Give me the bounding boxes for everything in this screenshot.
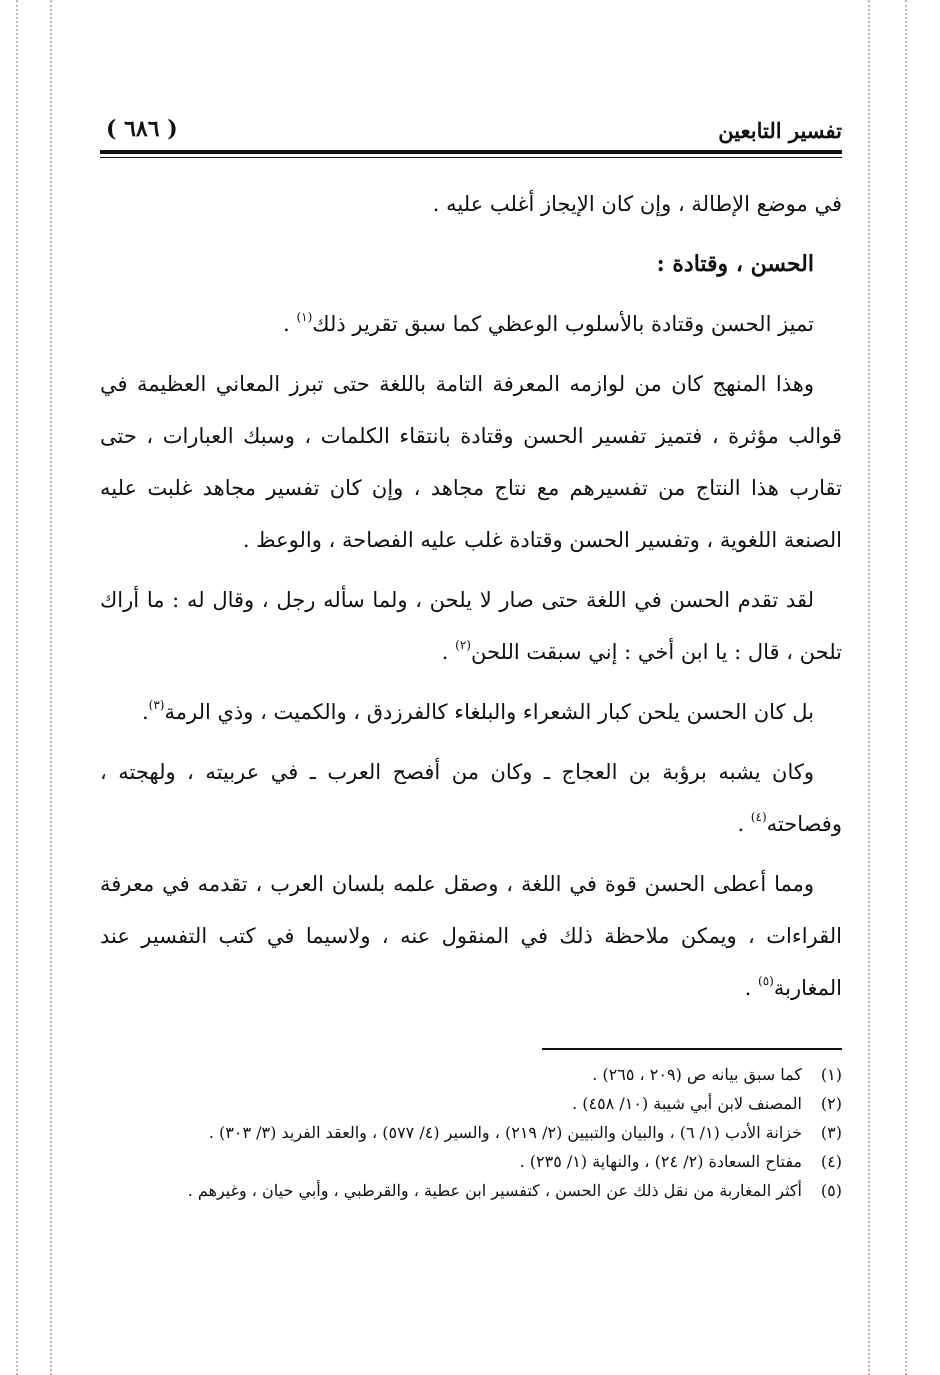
paragraph (100, 574, 842, 678)
footnote-item (100, 1147, 842, 1176)
footnote-item (100, 1089, 842, 1118)
footnote-item (100, 1060, 842, 1089)
footnote-text: مفتاح السعادة (٢/ ٢٤) ، والنهاية (١/ ٢٣٥) . (519, 1152, 802, 1171)
footnotes (100, 1060, 842, 1205)
paragraph-text: وكان يشبه برؤبة بن العجاج ـ وكان من أفصح العرب ـ في عربيته ، ولهجته ، وفصاحته (100, 760, 842, 836)
footnote-text: المصنف لابن أبي شيبة (١٠/ ٤٥٨) . (572, 1094, 802, 1113)
footnote-number: (٥) (820, 1181, 842, 1200)
footnote-number: (٣) (820, 1123, 842, 1142)
footnote-ref[interactable]: (٥) (758, 974, 774, 988)
margin-dotted-line (16, 0, 18, 1375)
paragraph-text: وهذا المنهج كان من لوازمه المعرفة التامة باللغة حتى تبرز المعاني العظيمة في قوالب مؤثرة ، فتميز تفسير الحسن وقتادة بانتقاء الكلمات ، وسبك العبارات ، حتى تقارب هذا النتاج من تفسيرهم مع نتاج مجاهد ، وإن كان تفسير مجاهد غلبت عليه الصنعة اللغوية ، وتفسير الحسن وقتادة غلب عليه الفصاحة ، والوعظ . (100, 372, 842, 552)
footnote-text: خزانة الأدب (١/ ٦) ، والبيان والتبيين (٢/ ٢١٩) ، والسير (٤/ ٥٧٧) ، والعقد الفريد (٣/ ٣٠٣) . (208, 1123, 802, 1142)
footnote-number: (٢) (820, 1094, 842, 1113)
footnote-ref[interactable]: (٤) (750, 810, 767, 824)
running-header (100, 114, 842, 154)
paragraph (100, 358, 842, 566)
header-rule-thick (100, 150, 842, 154)
paragraph-end: . (744, 976, 759, 1000)
margin-dotted-line (868, 0, 870, 1375)
paragraph-text: ومما أعطى الحسن قوة في اللغة ، وصقل علمه بلسان العرب ، تقدمه في معرفة القراءات ، ويمكن ملاحظة ذلك في المنقول عنه ، ولاسيما في كتب التفسير عند المغاربة (100, 872, 842, 1000)
footnote-text: كما سبق بيانه ص (٢٠٩ ، ٢٦٥) . (592, 1065, 802, 1084)
margin-dotted-line (50, 0, 52, 1375)
paragraph (100, 746, 842, 850)
main-text (100, 178, 842, 1022)
paragraph (100, 178, 842, 230)
margin-dotted-line (905, 0, 907, 1375)
footnote-text: أكثر المغاربة من نقل ذلك عن الحسن ، كتفسير ابن عطية ، والقرطبي ، وأبي حيان ، وغيرهم . (187, 1181, 802, 1200)
footnote-item (100, 1118, 842, 1147)
paragraph-end: . (441, 640, 456, 664)
paragraph-end: . (283, 312, 297, 336)
paragraph (100, 298, 842, 350)
paragraph-text: في موضع الإطالة ، وإن كان الإيجاز أغلب عليه . (432, 192, 842, 216)
footnote-ref[interactable]: (٢) (455, 638, 471, 652)
paragraph (100, 858, 842, 1014)
paragraph-text: تميز الحسن وقتادة بالأسلوب الوعظي كما سبق تقرير ذلك (312, 312, 814, 336)
paragraph-end: . (737, 812, 751, 836)
header-rule-thin (100, 157, 842, 158)
footnote-number: (٤) (820, 1152, 842, 1171)
footnote-ref[interactable]: (١) (296, 310, 313, 324)
footnote-separator (542, 1048, 842, 1050)
footnote-ref[interactable]: (٣) (148, 698, 165, 712)
page-number: ( ٦٨٦ ) (106, 116, 178, 142)
paragraph (100, 686, 842, 738)
paragraph-text: بل كان الحسن يلحن كبار الشعراء والبلغاء كالفرزدق ، والكميت ، وذي الرمة (164, 700, 814, 724)
paragraph-text: لقد تقدم الحسن في اللغة حتى صار لا يلحن ، ولما سأله رجل ، وقال له : ما أراك تلحن ، قال : يا ابن أخي : إني سبقت اللحن (100, 588, 842, 664)
book-page (100, 0, 842, 1375)
footnote-number: (١) (820, 1065, 842, 1084)
footnote-item (100, 1176, 842, 1205)
paragraph-end: . (141, 700, 149, 724)
section-heading: الحسن ، وقتادة : (656, 251, 814, 277)
running-title: تفسير التابعين (718, 118, 842, 143)
